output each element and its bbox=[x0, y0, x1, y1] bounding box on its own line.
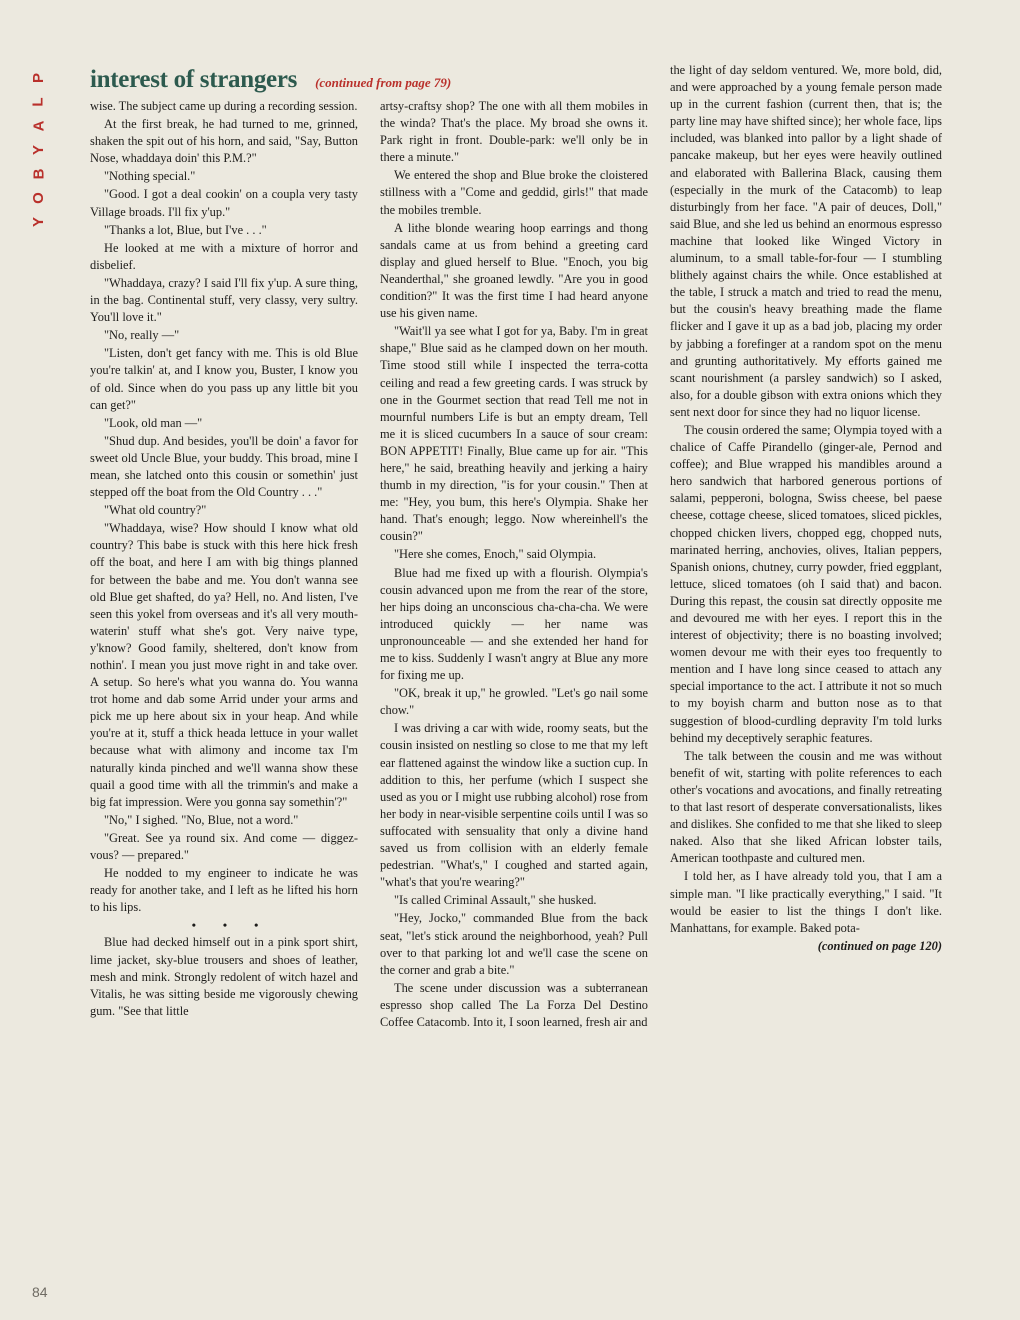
sidebar-magazine-name bbox=[26, 66, 52, 226]
paragraph: He looked at me with a mixture of horror and disbelief. bbox=[90, 240, 358, 272]
paragraph: The cousin ordered the same; Olympia toyed with a chalice of Caffe Pirandello (ginger-ale, Pernod and coffee); and Blue wrapped his mandibles around a hero sandwich that harbored generous portions of salami, pepperoni, bologna, Swiss cheese, bel paese cheese, cottage cheese, sliced tomatoes, sliced pickles, chopped chicken livers, chopped egg, chopped nuts, marinated herring, anchovies, olives, Italian peppers, Spanish onions, chutney, curry powder, fried eggplant, lettuce, sliced tomatoes (oh I said that) and bacon. During this repast, the cousin sat directly opposite me and devoured me with her eyes. I report this in the interest of objectivity; there is no boasting involved; women devour me with their eyes too frequently to mention and I have long since ceased to attach any special importance to the act. I attribute it not so much to my boyish charm and button nose as to that suggestion of blood-curdling depravity I'm told lurks behind my deceptively seraphic features. bbox=[670, 422, 942, 745]
paragraph: "Wait'll ya see what I got for ya, Baby. I'm in great shape," Blue said as he clamped down on her mouth. Time stood still while I inspected the terra-cotta ceiling and read a few greeting cards. I was struck by one in the Gourmet section that read Tell me not in mournful numbers Life is but an empty dream, Tell me it is sliced cucumbers In a sauce of sour cream: BON APPETIT! Finally, Blue came up for air. "This here," he said, breathing heavily and jerking a hairy thumb in my direction, "is for your cousin." Then at me: "Hey, you bum, this here's Olympia. Shake her hand. That's enough; leggo. Now whereinhell's the cousin?" bbox=[380, 324, 648, 544]
paragraph: "Look, old man —" bbox=[104, 415, 203, 430]
sidebar-letter: A bbox=[30, 120, 47, 132]
paragraph: I was driving a car with wide, roomy seats, but the cousin insisted on nestling so close to me that my left ear flattened against the window like a suction cup. In addition to this, her perfume (which I suspect she used as you or I might use rubbing alcohol) rose from her body in near-visible serpentine coils until I was so suffocated with sensuality that only a divine hand saved us from collision with an elderly female pedestrian. "What's," I coughed and started again, "what's that you're wearing?" bbox=[380, 721, 648, 890]
paragraph: "No," I sighed. "No, Blue, not a word." bbox=[104, 812, 299, 827]
sidebar-letter: P bbox=[29, 72, 47, 84]
paragraph: "Here she comes, Enoch," said Olympia. bbox=[394, 547, 597, 562]
paragraph: The scene under discussion was a subterranean espresso shop called The La Forza Del Destino Coffee Catacomb. Into it, I soon learned, fresh air and bbox=[380, 980, 648, 1029]
paragraph: "Whaddaya, crazy? I said I'll fix y'up. A sure thing, in the bag. Continental stuff, very classy, very sultry. You'll love it." bbox=[90, 275, 358, 325]
continued-from: (continued from page 79) bbox=[315, 75, 452, 90]
paragraph: Blue had me fixed up with a flourish. Olympia's cousin advanced upon me from the rear of the store, her hips doing an unconscious cha-cha-cha. We were introduced quickly — her name was unpronounceable — and she extended her hand for me to kiss. Suddenly I wasn't angry at Blue any more for fixing me up. bbox=[380, 565, 648, 683]
paragraph: "OK, break it up," he growled. "Let's go nail some chow." bbox=[380, 686, 648, 718]
column-2 bbox=[380, 98, 648, 1032]
paragraph: "Great. See ya round six. And come — diggez-vous? — prepared." bbox=[90, 830, 358, 863]
paragraph: artsy-craftsy shop? The one with all them mobiles in the winda? That's the place. My broad she owns it. Park right in front. Double-park: we'll only be in there a minute." bbox=[380, 99, 648, 165]
article-title: interest of strangers bbox=[90, 66, 298, 93]
sidebar-letter: B bbox=[30, 168, 47, 180]
continued-on: (continued on page 120) bbox=[817, 938, 942, 953]
paragraph: The talk between the cousin and me was without benefit of wit, starting with polite references to each other's vocations and avocations, and finally retreating to that last resort of desperate conversationalists, likes and dislikes. She confided to me that she liked to sleep naked. Also that she liked African lobster tails, American toothpaste and cultured men. bbox=[670, 748, 942, 866]
paragraph: "Whaddaya, wise? How should I know what old country? This babe is stuck with this here hick fresh off the boat, and here I am with big things planned for between the babe and me. You don't wanna see old Blue get shafted, do ya? Hell, no. And listen, I've seen this yokel from overseas and it's all very mouth-waterin' stuff what she's got. Very naive type, y'know? Good family, sheltered, don't know from nothin'. I mean you just move right in and take over. A setup. So here's what you wanna do. You wanna trot home and dab some Arrid under your arms and pick me up here about six in your heap. And while you're at it, stuff a thick heada lettuce in your wallet because what with alimony and income tax I'm naturally kinda pinched and we'll wanna show these quail a good time with all the trimmin's and make a big fat impression. Were you gonna say somethin'?" bbox=[90, 521, 358, 809]
sidebar-letter: Y bbox=[29, 144, 47, 156]
paragraph: He nodded to my engineer to indicate he was ready for another take, and I left as he lifted his horn to his lips. bbox=[90, 866, 358, 915]
article-header bbox=[90, 66, 650, 96]
paragraph: "Good. I got a deal cookin' on a coupla very tasty Village broads. I'll fix y'up." bbox=[90, 187, 358, 219]
page-number: 84 bbox=[32, 1284, 48, 1300]
paragraph: Blue had decked himself out in a pink sport shirt, lime jacket, sky-blue trousers and shoes of leather, mesh and mink. Strongly redolent of witch hazel and Vitalis, he was sitting beside me vigorously chewing gum. "See that little bbox=[90, 935, 358, 1018]
column-1 bbox=[90, 98, 358, 1021]
paragraph: A lithe blonde wearing hoop earrings and thong sandals came at us from behind a greeting card display and glued herself to Blue. "Enoch, you big Neanderthal," she groaned lewdly. "Are you in good condition?" It was the first time I had heard anyone use his given name. bbox=[380, 220, 648, 321]
paragraph: the light of day seldom ventured. We, more bold, did, and were approached by a young female person made up in the current fashion (current then, that is; the party line may have shifted since); her whole face, lips included, was blanked into pallor by a light shade of pancake makeup, but her eyes were heavily outlined and elaborated with Ballerina Black, causing them (especially in the murk of the Catacomb) to leap disturbingly from her face. "A pair of deuces, Doll," said Blue, and she led us behind an enormous espresso machine that looked like Winged Victory in aluminum, to a small table-for-four — I stumbling blithely against chairs the while. Once established at the table, I struck a match and tried to read the menu, but the cousin's heavy breathing made the flame flicker and I gave it up as a bad job, placing my order by jabbing a forefinger at a random spot on the menu and grunting authoritatively. My efforts gained me scant nourishment (a parsley sandwich) so I asked, also, for a double gibson with extra onions which they sent next door for since they had no liquor license. bbox=[670, 63, 942, 419]
paragraph: "Nothing special." bbox=[104, 169, 196, 184]
sidebar-letter: O bbox=[29, 192, 47, 204]
paragraph: "Listen, don't get fancy with me. This is old Blue you're talkin' at, and I know you, Buster, I know you of old. Since when do you pass up any little bit you can get?" bbox=[90, 346, 358, 412]
paragraph: wise. The subject came up during a recording session. bbox=[90, 99, 358, 113]
sidebar-letter: L bbox=[29, 97, 47, 107]
paragraph: "No, really —" bbox=[104, 328, 180, 343]
paragraph: At the first break, he had turned to me, grinned, shaken the spit out of his horn, and said, "Say, Button Nose, whaddaya doin' this P.M.?" bbox=[90, 117, 358, 166]
section-break: • • • bbox=[191, 918, 271, 933]
paragraph: I told her, as I have already told you, that I am a simple man. "I like practically everything," I said. "It would be easier to list the things I don't like. Manhattans, for example. Baked pota- bbox=[670, 869, 942, 935]
paragraph: "What old country?" bbox=[104, 503, 207, 518]
sidebar-letter: Y bbox=[29, 216, 47, 228]
paragraph: "Is called Criminal Assault," she husked. bbox=[394, 893, 597, 908]
paragraph: "Hey, Jocko," commanded Blue from the back seat, "let's stick around the neighborhood, yeah? Pull over to that parking lot and we'll case the scene on the corner and grab a bite." bbox=[380, 911, 648, 977]
paragraph: "Thanks a lot, Blue, but I've . . ." bbox=[104, 222, 267, 237]
paragraph: "Shud dup. And besides, you'll be doin' a favor for sweet old Uncle Blue, your buddy. This broad, mine I mean, she latched onto this cousin or somethin' just stepped off the boat from the Old Country . . ." bbox=[90, 433, 358, 500]
column-3 bbox=[670, 62, 942, 956]
paragraph: We entered the shop and Blue broke the cloistered stillness with a "Come and geddid, girls!" that made the mobiles tremble. bbox=[380, 168, 648, 217]
